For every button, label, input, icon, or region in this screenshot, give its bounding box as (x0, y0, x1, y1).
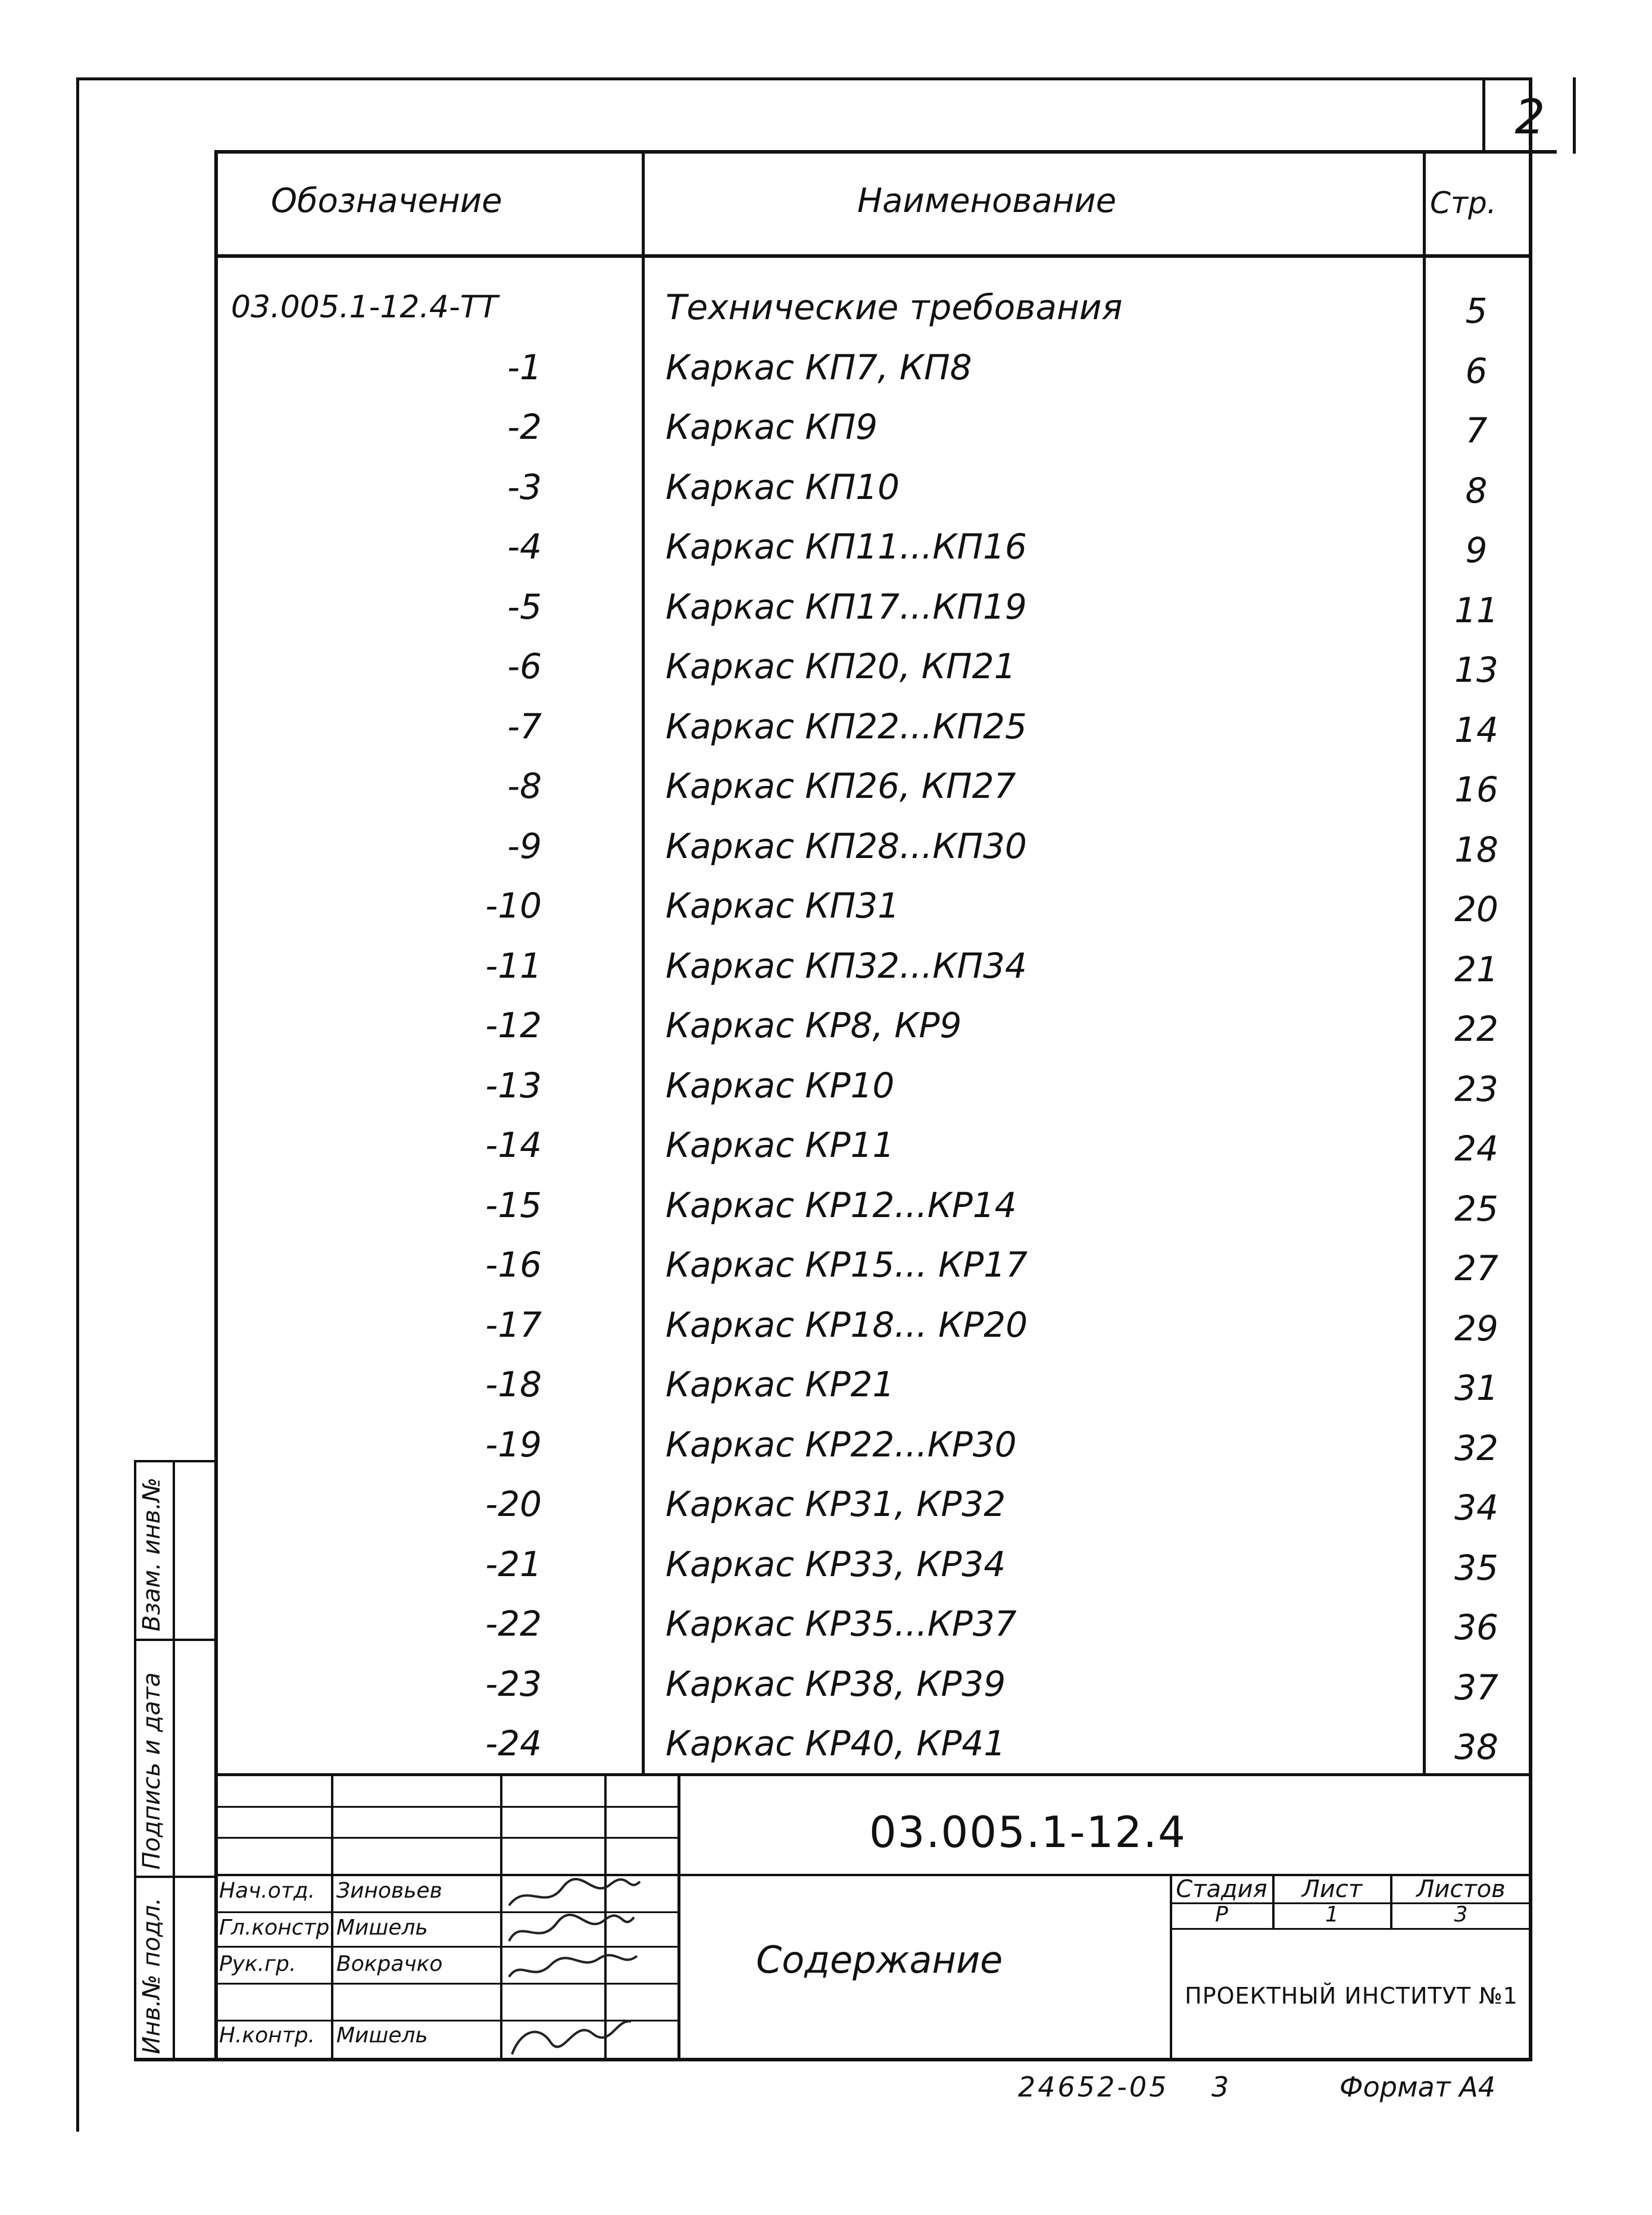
row-code: -20 (485, 1484, 542, 1524)
col-divider-2 (1423, 150, 1426, 1776)
signature-2 (509, 1915, 634, 1941)
tb-name-1: Зиновьев (336, 1879, 442, 1903)
organization: ПРОЕКТНЫЙ ИНСТИТУТ №1 (1185, 1983, 1518, 2009)
tb-role-4: Н.контр. (219, 2023, 316, 2048)
tb-right-hline-2 (1170, 1928, 1530, 1930)
row-code: -15 (485, 1185, 542, 1225)
row-code: -11 (485, 946, 542, 986)
row-code: -17 (485, 1305, 542, 1345)
row-code: -16 (485, 1244, 542, 1285)
frame-bottom (134, 2058, 1532, 2061)
page-number: 2 (1514, 89, 1545, 145)
row-code: -1 (507, 347, 542, 388)
row-name: Каркас КП22...КП25 (666, 706, 1027, 747)
side-label-inventory: Инв.№ подл. (138, 1897, 165, 2054)
row-code: -14 (485, 1125, 542, 1165)
document-code: 03.005.1-12.4 (869, 1807, 1186, 1857)
row-code: -4 (507, 526, 542, 567)
row-name: Каркас КР33, КР34 (666, 1544, 1006, 1584)
row-code: -3 (507, 467, 542, 507)
row-page: 23 (1454, 1069, 1498, 1109)
signature-marks (503, 1876, 646, 2060)
tb-role-3: Рук.гр. (219, 1952, 296, 1976)
row-name: Каркас КР31, КР32 (666, 1484, 1006, 1524)
signature-1 (509, 1879, 640, 1905)
row-name: Каркас КП32...КП34 (666, 946, 1027, 986)
tb-vline-2 (500, 1773, 502, 2060)
tb-left-divider (677, 1773, 680, 2060)
row-name: Каркас КР11 (666, 1125, 895, 1165)
row-page: 36 (1454, 1607, 1498, 1648)
row-name: Каркас КР40, КР41 (666, 1723, 1006, 1764)
row-name: Каркас КР12...КР14 (666, 1185, 1017, 1225)
stage-label: Стадия (1176, 1876, 1267, 1903)
row-code: -2 (507, 407, 542, 447)
row-name: Каркас КП28...КП30 (666, 826, 1027, 866)
sheets-value: 3 (1454, 1902, 1468, 1927)
row-name: Каркас КР18... КР20 (666, 1305, 1028, 1345)
row-page: 6 (1465, 351, 1488, 391)
side-label-replacement: Взам. инв.№ (138, 1477, 165, 1631)
row-code: -22 (485, 1603, 542, 1644)
tb-role-2: Гл.констр. (219, 1915, 336, 1940)
tb-name-4: Мишель (336, 2023, 428, 2048)
row-code: -12 (485, 1005, 542, 1046)
row-name: Технические требования (666, 287, 1123, 327)
tb-name-3: Вокрачко (336, 1952, 443, 1976)
row-name: Каркас КР21 (666, 1364, 895, 1405)
row-name: Каркас КР8, КР9 (666, 1005, 962, 1046)
row-name: Каркас КП7, КП8 (666, 347, 972, 388)
row-name: Каркас КР38, КР39 (666, 1664, 1006, 1704)
row-page: 31 (1454, 1368, 1498, 1408)
row-name: Каркас КП31 (666, 885, 900, 926)
row-page: 37 (1454, 1667, 1498, 1708)
signature-4 (512, 2021, 631, 2054)
row-page: 21 (1454, 949, 1498, 990)
header-bottom-line (214, 254, 1530, 258)
footer-format: Формат А4 (1339, 2071, 1495, 2103)
row-page: 25 (1454, 1188, 1498, 1229)
row-code: -9 (507, 826, 542, 866)
tb-line-2 (214, 1837, 677, 1839)
row-page: 5 (1465, 291, 1488, 331)
row-code: -19 (485, 1424, 542, 1465)
row-page: 13 (1454, 650, 1498, 690)
tb-role-1: Нач.отд. (219, 1879, 316, 1903)
row-page: 8 (1465, 470, 1488, 511)
outer-left-line (76, 77, 79, 2132)
side-label-signature: Подпись и дата (138, 1672, 165, 1870)
row-code: -18 (485, 1364, 542, 1405)
row-code: -10 (485, 885, 542, 926)
row-page: 11 (1454, 590, 1498, 631)
row-name: Каркас КП26, КП27 (666, 766, 1016, 806)
row-name: Каркас КР22...КР30 (666, 1424, 1017, 1465)
tb-line-1 (214, 1806, 677, 1808)
row-page: 35 (1454, 1548, 1498, 1588)
side-strip-div2 (134, 1876, 217, 1878)
row-code: -7 (507, 706, 542, 747)
row-page: 22 (1454, 1009, 1498, 1049)
row-name: Каркас КР15... КР17 (666, 1244, 1028, 1285)
row-code: -8 (507, 766, 542, 806)
row-code: -24 (485, 1723, 542, 1764)
row-page: 34 (1454, 1487, 1498, 1528)
row-code: -23 (485, 1664, 542, 1704)
row-code: -5 (507, 586, 542, 627)
row-code: -13 (485, 1065, 542, 1106)
row-page: 16 (1454, 769, 1498, 810)
side-strip-left (134, 1460, 136, 2060)
row-code: -21 (485, 1544, 542, 1584)
row-name: Каркас КП17...КП19 (666, 586, 1027, 627)
row-code: 03.005.1-12.4-ТТ (231, 289, 498, 325)
row-name: Каркас КР35...КР37 (666, 1603, 1017, 1644)
sheet-value: 1 (1325, 1902, 1339, 1927)
row-page: 29 (1454, 1308, 1498, 1349)
row-code: -6 (507, 646, 542, 687)
header-page: Стр. (1430, 186, 1497, 220)
frame-right (1529, 77, 1532, 2060)
row-page: 32 (1454, 1428, 1498, 1468)
row-page: 38 (1454, 1727, 1498, 1767)
side-strip-top (134, 1460, 217, 1462)
row-name: Каркас КП20, КП21 (666, 646, 1016, 687)
tb-top (214, 1773, 1530, 1776)
pagenum-box-right (1573, 77, 1576, 154)
tb-name-2: Мишель (336, 1915, 428, 1940)
row-page: 9 (1465, 530, 1488, 570)
side-strip-right (173, 1460, 175, 2060)
row-page: 24 (1454, 1128, 1498, 1169)
row-page: 7 (1465, 410, 1488, 451)
header-name: Наименование (857, 182, 1117, 220)
col-divider-1 (642, 150, 645, 1776)
row-name: Каркас КП9 (666, 407, 878, 447)
row-name: Каркас КП11...КП16 (666, 526, 1027, 567)
outer-top-line (76, 77, 1529, 80)
row-page: 27 (1454, 1248, 1498, 1289)
document-title: Содержание (756, 1938, 1003, 1982)
pagenum-box-left (1482, 77, 1485, 154)
sheets-label: Листов (1416, 1876, 1506, 1903)
signature-3 (509, 1955, 637, 1977)
frame-top (214, 150, 1557, 154)
row-page: 14 (1454, 710, 1498, 750)
row-name: Каркас КР10 (666, 1065, 895, 1106)
row-page: 18 (1454, 829, 1498, 870)
side-strip-div1 (134, 1639, 217, 1641)
sheet-label: Лист (1301, 1876, 1363, 1903)
footer-inventory: 24652-05 (1018, 2071, 1169, 2103)
header-designation: Обозначение (271, 182, 502, 220)
row-name: Каркас КП10 (666, 467, 900, 507)
row-page: 20 (1454, 889, 1498, 929)
stage-value: Р (1215, 1902, 1228, 1927)
footer-copy: 3 (1211, 2071, 1229, 2103)
